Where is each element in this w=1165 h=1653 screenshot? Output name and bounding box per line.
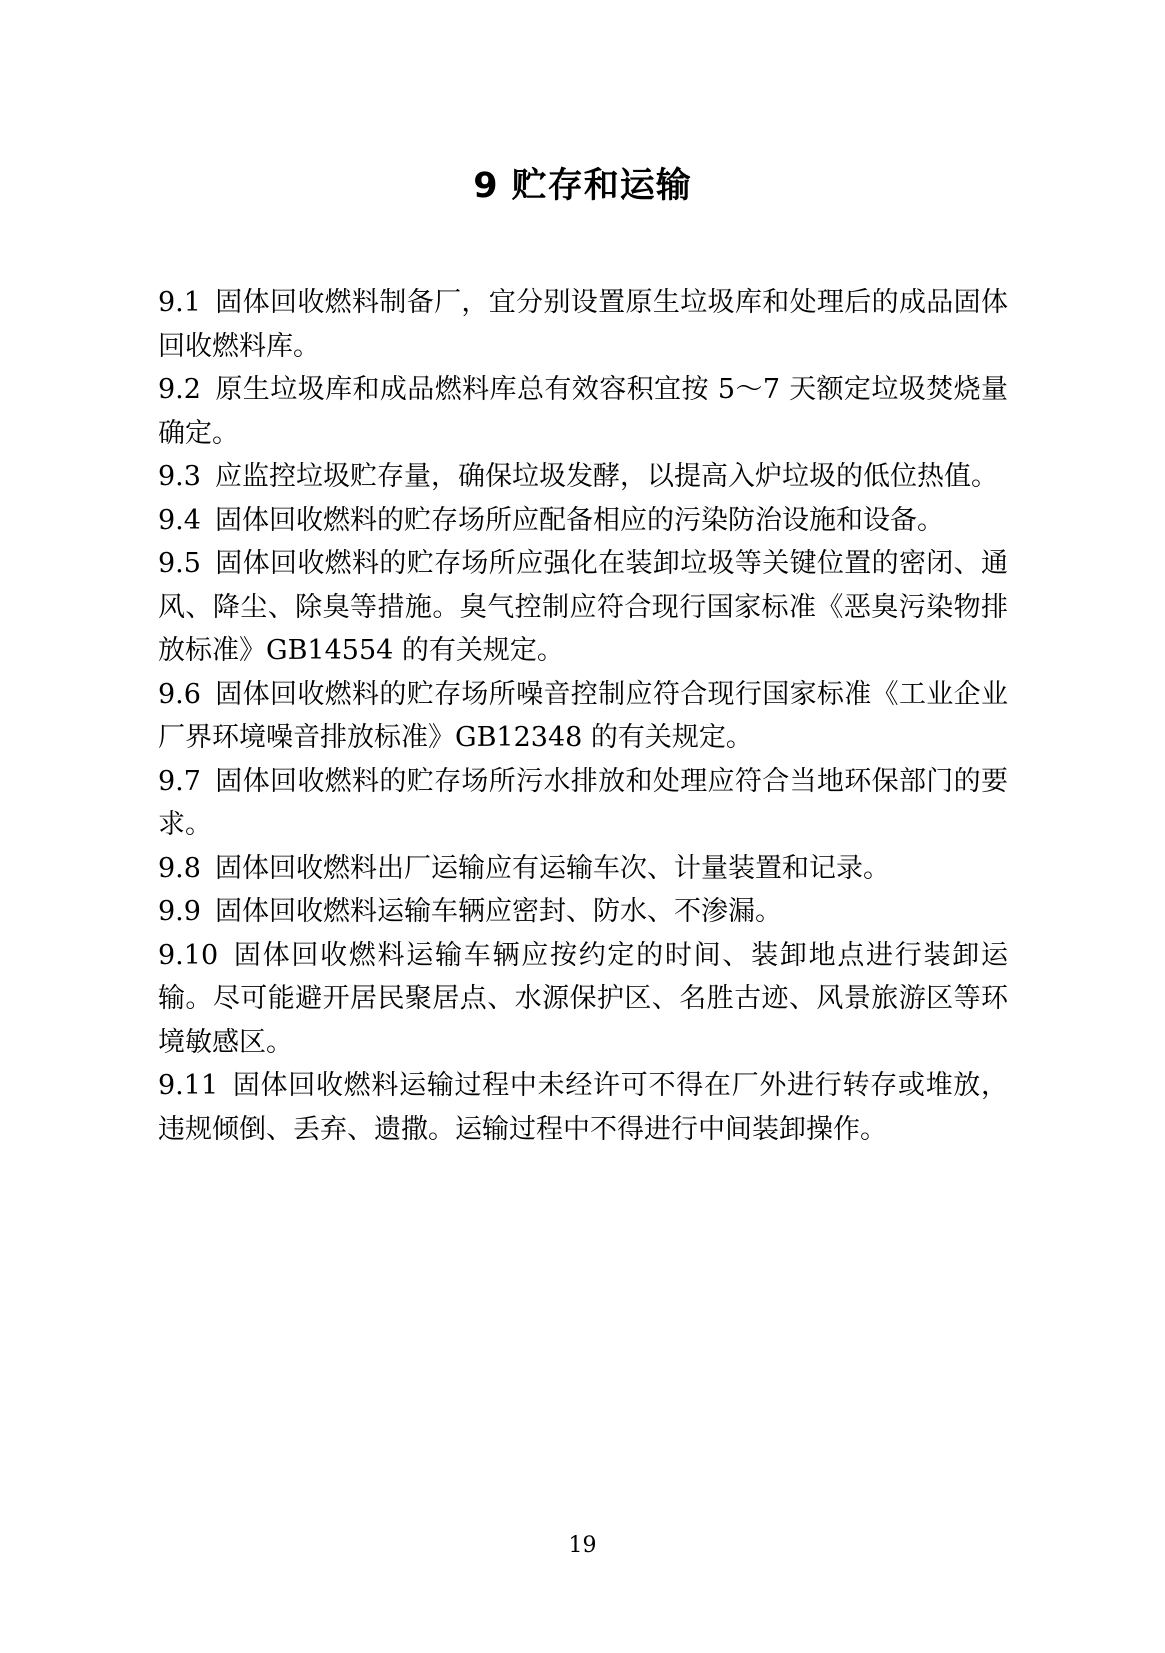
clause-text: 固体回收燃料的贮存场所应强化在装卸垃圾等关键位置的密闭、通风、降尘、除臭等措施。臭气控制应符合现行国家标准《恶臭污染物排放标准》GB14554 的有关规定。 <box>158 548 1008 666</box>
clause-text: 固体回收燃料制备厂，宜分别设置原生垃圾库和处理后的成品固体回收燃料库。 <box>158 287 1008 362</box>
page-title: 9 贮存和运输 <box>473 166 692 206</box>
clause-9-6 <box>158 673 1008 760</box>
clause-list <box>158 281 1008 1151</box>
clause-number: 9.10 <box>158 939 219 971</box>
clause-9-11 <box>158 1064 1008 1151</box>
clause-number: 9.1 <box>158 287 201 318</box>
clause-9-5 <box>158 542 1008 673</box>
clause-9-7 <box>158 760 1008 847</box>
clause-number: 9.2 <box>158 374 201 405</box>
clause-text: 固体回收燃料的贮存场所污水排放和处理应符合当地环保部门的要求。 <box>158 765 1008 840</box>
clause-text: 固体回收燃料运输过程中未经许可不得在厂外进行转存或堆放，违规倾倒、丢弃、遗撒。运输过程中不得进行中间装卸操作。 <box>158 1070 1008 1145</box>
clause-text: 固体回收燃料的贮存场所应配备相应的污染防治设施和设备。 <box>214 504 944 536</box>
clause-number: 9.3 <box>158 461 201 492</box>
clause-9-9 <box>158 890 1008 934</box>
clause-9-3 <box>158 455 1008 499</box>
page-number: 19 <box>568 1533 597 1558</box>
clause-9-1 <box>158 281 1008 368</box>
clause-text: 固体回收燃料出厂运输应有运输车次、计量装置和记录。 <box>214 852 890 884</box>
clause-9-4 <box>158 499 1008 543</box>
clause-text: 应监控垃圾贮存量，确保垃圾发酵，以提高入炉垃圾的低位热值。 <box>214 461 998 492</box>
clause-number: 9.8 <box>158 852 201 884</box>
clause-text: 固体回收燃料运输车辆应按约定的时间、装卸地点进行装卸运输。尽可能避开居民聚居点、水源保护区、名胜古迹、风景旅游区等环境敏感区。 <box>158 939 1008 1058</box>
clause-number: 9.5 <box>158 548 201 579</box>
clause-text: 固体回收燃料的贮存场所噪音控制应符合现行国家标准《工业企业厂界环境噪音排放标准》GB12348 的有关规定。 <box>158 678 1008 753</box>
clause-number: 9.11 <box>158 1070 219 1101</box>
clause-number: 9.6 <box>158 678 201 710</box>
clause-text: 原生垃圾库和成品燃料库总有效容积宜按 5～7 天额定垃圾焚烧量确定。 <box>158 374 1008 449</box>
clause-number: 9.7 <box>158 765 201 797</box>
clause-9-8 <box>158 847 1008 891</box>
clause-9-2 <box>158 368 1008 455</box>
clause-number: 9.4 <box>158 504 201 536</box>
clause-text: 固体回收燃料运输车辆应密封、防水、不渗漏。 <box>214 896 782 927</box>
clause-number: 9.9 <box>158 896 201 927</box>
clause-9-10 <box>158 934 1008 1065</box>
